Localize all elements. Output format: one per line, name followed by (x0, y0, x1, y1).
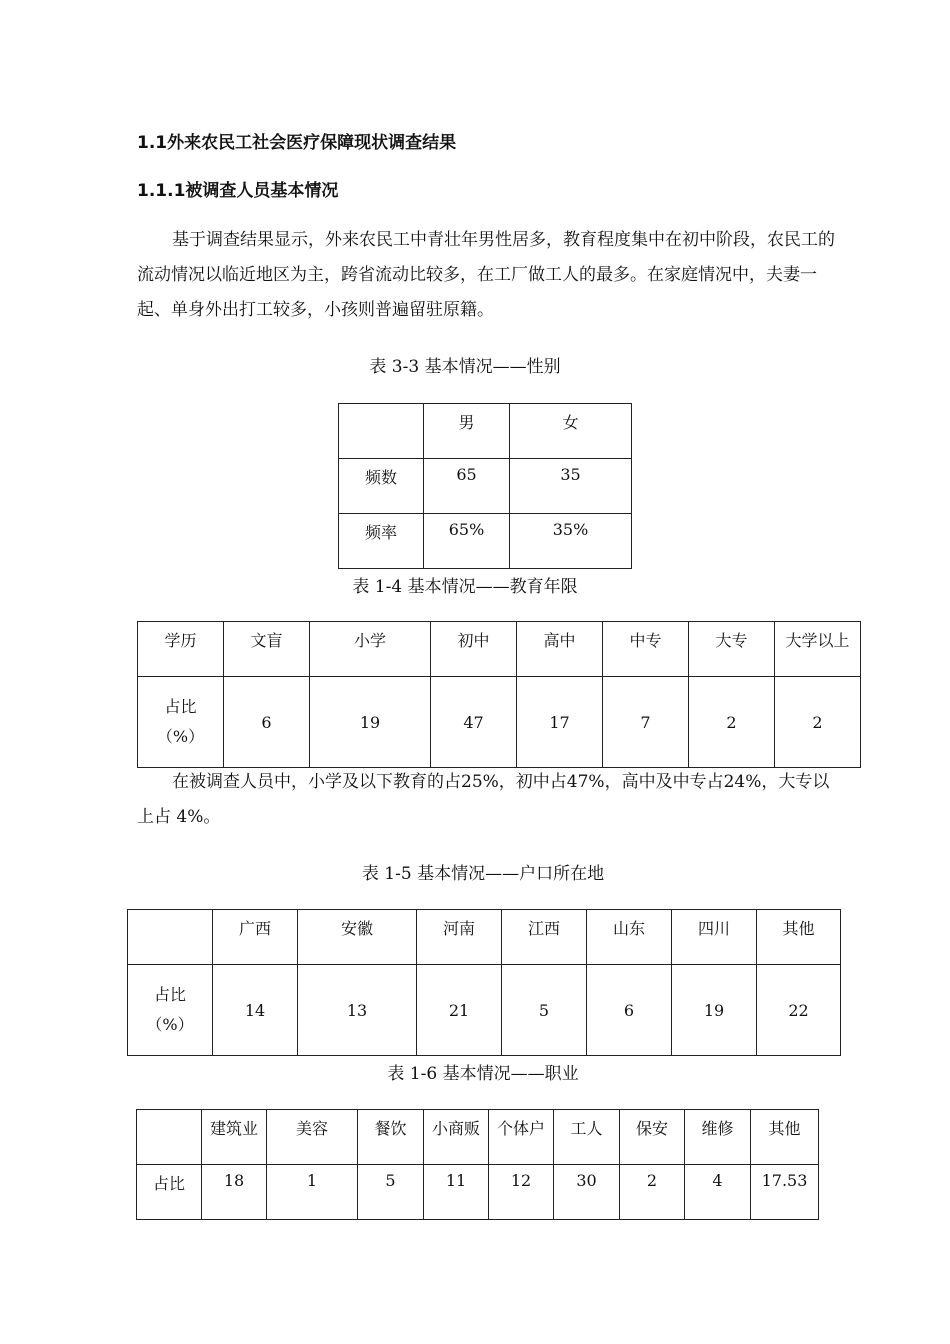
education-table-caption: 表 1-4 基本情况——教育年限 (352, 577, 578, 597)
table-header-cell: 文盲 (224, 622, 310, 677)
table-cell: 11 (424, 1165, 489, 1220)
table-cell: 2 (775, 677, 861, 768)
table-header-cell: 山东 (587, 910, 672, 965)
table-cell: 1 (267, 1165, 358, 1220)
table-cell: 35 (510, 459, 632, 514)
table-header-cell: 建筑业 (202, 1110, 267, 1165)
table-header-cell: 高中 (517, 622, 603, 677)
table-cell: 17 (517, 677, 603, 768)
table-header-cell: 个体户 (489, 1110, 554, 1165)
table-row (128, 965, 841, 1056)
table-header-cell (128, 910, 213, 965)
row-label: 占比 （%） (128, 965, 213, 1056)
table-cell: 22 (757, 965, 841, 1056)
row-label: 频数 (339, 459, 424, 514)
table-header-cell: 男 (424, 404, 510, 459)
table-row (138, 677, 861, 768)
table-row (339, 459, 632, 514)
intro-paragraph: 基于调查结果显示，外来农民工中青壮年男性居多，教育程度集中在初中阶段，农民工的流动情况以临近地区为主，跨省流动比较多，在工厂做工人的最多。在家庭情况中，夫妻一起、单身外出打工较多，小孩则普遍留驻原籍。 (137, 230, 835, 320)
table-header-cell: 江西 (502, 910, 587, 965)
row-label: 频率 (339, 514, 424, 569)
table-cell: 5 (358, 1165, 424, 1220)
table-header-cell (339, 404, 424, 459)
education-summary-paragraph: 在被调查人员中，小学及以下教育的占25%，初中占47%，高中及中专占24%，大专以上占 4%。 (137, 772, 830, 827)
table-header-cell: 初中 (431, 622, 517, 677)
subsection-heading: 1.1.1被调查人员基本情况 (137, 181, 339, 201)
hukou-table-caption: 表 1-5 基本情况——户口所在地 (361, 864, 605, 884)
table-row (339, 514, 632, 569)
table-cell: 4 (685, 1165, 751, 1220)
table-cell: 6 (587, 965, 672, 1056)
table-cell: 47 (431, 677, 517, 768)
hukou-table (127, 909, 841, 1056)
table-cell: 35% (510, 514, 632, 569)
table-cell: 19 (672, 965, 757, 1056)
row-label: 占比 (137, 1165, 202, 1220)
table-cell: 5 (502, 965, 587, 1056)
table-header-cell: 安徽 (298, 910, 417, 965)
table-cell: 12 (489, 1165, 554, 1220)
table-cell: 18 (202, 1165, 267, 1220)
table-header-cell: 美容 (267, 1110, 358, 1165)
gender-table-caption: 表 3-3 基本情况——性别 (369, 357, 561, 377)
table-header-cell: 女 (510, 404, 632, 459)
table-cell: 2 (689, 677, 775, 768)
occupation-table-caption: 表 1-6 基本情况——职业 (387, 1064, 579, 1084)
table-cell: 13 (298, 965, 417, 1056)
table-header-cell: 小学 (310, 622, 431, 677)
table-cell: 7 (603, 677, 689, 768)
table-cell: 65 (424, 459, 510, 514)
gender-table (338, 403, 632, 569)
table-header-cell: 四川 (672, 910, 757, 965)
table-cell: 6 (224, 677, 310, 768)
table-cell: 17.53 (751, 1165, 819, 1220)
table-row (137, 1165, 819, 1220)
table-cell: 21 (417, 965, 502, 1056)
table-header-cell: 其他 (751, 1110, 819, 1165)
table-cell: 2 (620, 1165, 685, 1220)
table-cell: 65% (424, 514, 510, 569)
table-header-cell: 河南 (417, 910, 502, 965)
table-cell: 19 (310, 677, 431, 768)
table-header-cell: 工人 (554, 1110, 620, 1165)
table-header-cell: 学历 (138, 622, 224, 677)
table-cell: 30 (554, 1165, 620, 1220)
occupation-table (136, 1109, 819, 1220)
table-header-cell: 大专 (689, 622, 775, 677)
table-header-cell: 保安 (620, 1110, 685, 1165)
section-heading: 1.1外来农民工社会医疗保障现状调查结果 (137, 133, 457, 153)
table-header-cell (137, 1110, 202, 1165)
education-table (137, 621, 861, 768)
table-header-cell: 中专 (603, 622, 689, 677)
table-cell: 14 (213, 965, 298, 1056)
table-header-cell: 大学以上 (775, 622, 861, 677)
table-header-cell: 餐饮 (358, 1110, 424, 1165)
table-header-cell: 广西 (213, 910, 298, 965)
table-header-cell: 其他 (757, 910, 841, 965)
table-header-cell: 维修 (685, 1110, 751, 1165)
row-label: 占比 （%） (138, 677, 224, 768)
table-header-cell: 小商贩 (424, 1110, 489, 1165)
